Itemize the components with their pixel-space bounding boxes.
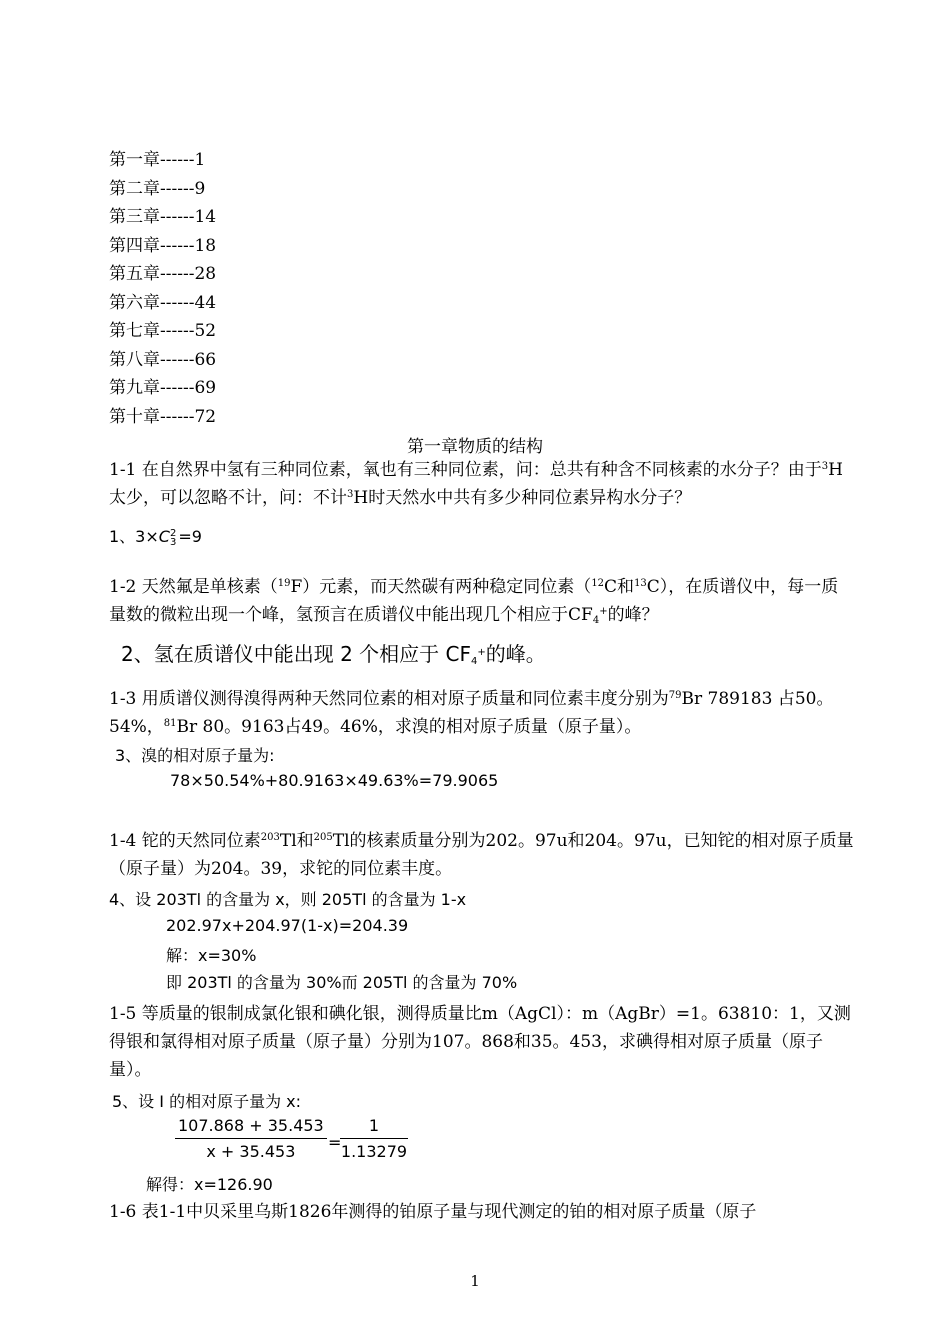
combination-symbol: C (158, 527, 170, 546)
q2-text-e: 的峰？ (607, 605, 659, 625)
q2-text-b: F）元素，而天然碳有两种稳定同位素（ (290, 577, 592, 597)
q3-sup-2: 81 (163, 718, 177, 729)
q3-text-b: Br 789183 占50。54%， (109, 689, 834, 737)
q4-text-b: Tl和 (279, 831, 314, 851)
toc-item-3[interactable]: 第三章------14 (109, 207, 217, 227)
equals-sign: = (328, 1133, 342, 1152)
q1-text-a: 1-1 在自然界中氢有三种同位素，氧也有三种同位素，问：总共有种含不同核素的水分子？由于 (109, 460, 822, 480)
q2-text-a: 1-2 天然氟是单核素（ (109, 577, 278, 597)
answer-4-heading: 4、设 203Tl 的含量为 x，则 205Tl 的含量为 1-x (109, 890, 467, 909)
q3-text-a: 1-3 用质谱仪测得溴得两种天然同位素的相对原子质量和同位素丰度分别为 (109, 689, 669, 709)
answer-4-solution: 解：x=30% (166, 946, 257, 965)
q2-sup-3: 13 (634, 578, 647, 589)
q1-text-b: H太少，可以忽略不计，问：不计 (109, 460, 843, 508)
toc-item-6[interactable]: 第六章------44 (109, 292, 217, 313)
answer-3-heading: 3、溴的相对原子量为: (115, 746, 275, 765)
fraction-right-numerator: 1 (340, 1116, 408, 1139)
q1-sup-2: 3 (347, 489, 354, 500)
q2-sub-1: 4 (592, 615, 600, 626)
question-1-3 (109, 685, 854, 741)
toc-item-8[interactable]: 第八章------66 (109, 349, 217, 370)
answer-2-text-a: 2、氢在质谱仪中能出现 2 个相应于 CF (121, 642, 471, 666)
q2-sup-1: 19 (277, 578, 291, 589)
q2-sup-2: 12 (591, 578, 605, 589)
answer-5-solution: 解得：x=126.90 (146, 1175, 273, 1194)
fraction-left (175, 1116, 327, 1161)
fraction-right-denominator: 1.13279 (340, 1142, 408, 1161)
toc-item-1[interactable]: 第一章------1 (109, 150, 206, 170)
fraction-right (340, 1116, 408, 1161)
answer-1-prefix: 1、3× (109, 527, 159, 546)
answer-2-sub: 4 (471, 656, 478, 667)
chapter-title: 第一章物质的结构 (407, 437, 543, 457)
toc-item-9[interactable]: 第九章------69 (109, 378, 217, 398)
q4-text-a: 1-4 铊的天然同位素 (109, 831, 261, 851)
q1-text-c: H时天然水中共有多少种同位素异构水分子？ (353, 488, 692, 508)
fraction-left-numerator: 107.868 + 35.453 (175, 1116, 327, 1139)
question-1-1 (109, 456, 854, 512)
q4-sup-2: 205 (313, 832, 333, 843)
answer-2-sup: + (477, 647, 486, 658)
question-1-4 (109, 827, 854, 883)
answer-2-text-b: 的峰。 (485, 642, 546, 666)
toc-item-4[interactable]: 第四章------18 (109, 235, 217, 256)
q2-sup-4: + (599, 606, 608, 617)
question-1-2 (109, 573, 854, 629)
toc-item-2[interactable]: 第二章------9 (109, 178, 206, 199)
answer-5-heading: 5、设 I 的相对原子量为 x: (112, 1092, 302, 1111)
q4-text-c: Tl的核素质量分别为202。97u和204。97u，已知铊的相对原子质量（原子量）为204。39，求铊的同位素丰度。 (109, 831, 854, 879)
toc-item-7[interactable]: 第七章------52 (109, 321, 217, 341)
table-of-contents (109, 146, 216, 431)
answer-4-equation: 202.97x+204.97(1-x)=204.39 (166, 916, 409, 935)
combination-superscript: 2 (169, 527, 177, 539)
answer-1 (109, 524, 202, 547)
q3-sup-1: 79 (668, 690, 682, 701)
question-1-6: 1-6 表1-1中贝采里乌斯1826年测得的铂原子量与现代测定的铂的相对原子质量（原子 (109, 1202, 757, 1222)
toc-item-10[interactable]: 第十章------72 (109, 406, 217, 427)
q2-text-d: C），在质谱仪中，每一质量数的微粒出现一个峰，氢预言在质谱仪中能出现几个相应于CF (109, 577, 839, 625)
question-1-5: 1-5 等质量的银制成氯化银和碘化银，测得质量比m（AgCl）：m（AgBr）=1。63810：1，又测得银和氯得相对原子质量（原子量）分别为107。868和35。453，求碘得相对原子质量（原子量）。 (109, 1004, 851, 1080)
combination-subscript: 3 (169, 536, 177, 548)
toc-item-5[interactable]: 第五章------28 (109, 264, 217, 284)
q2-text-c: C和 (604, 577, 635, 597)
answer-2 (121, 638, 546, 667)
answer-1-suffix: =9 (178, 527, 202, 546)
q1-sup-1: 3 (821, 461, 829, 472)
answer-4-conclusion: 即 203Tl 的含量为 30%而 205Tl 的含量为 70% (166, 973, 518, 992)
page-number: 1 (470, 1272, 480, 1290)
q4-sup-1: 203 (260, 832, 280, 843)
answer-3-equation: 78×50.54%+80.9163×49.63%=79.9065 (170, 771, 499, 790)
q3-text-c: Br 80。9163占49。46%，求溴的相对原子质量（原子量）。 (176, 717, 642, 737)
fraction-left-denominator: x + 35.453 (206, 1142, 296, 1161)
